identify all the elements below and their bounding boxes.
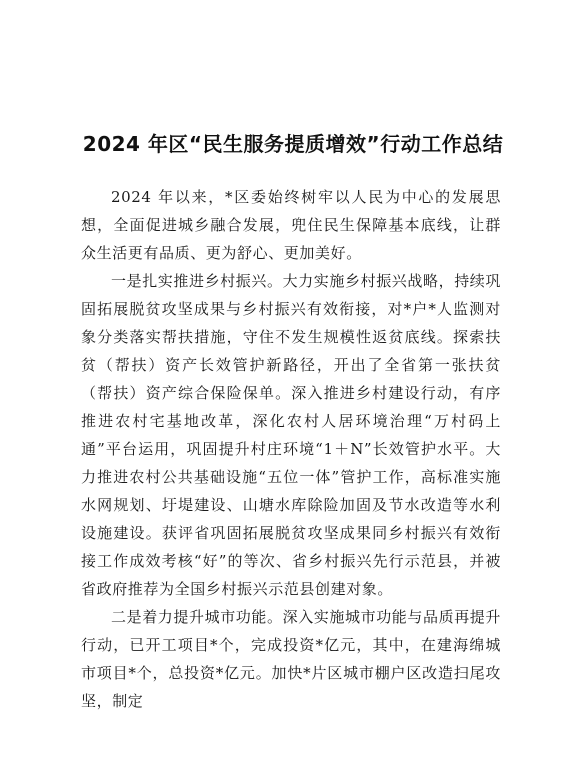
paragraph-intro: 2024 年以来，*区委始终树牢以人民为中心的发展思想，全面促进城乡融合发展，兜住民生保障基本底线，让群众生活更有品质、更为舒心、更加美好。 [81, 188, 501, 262]
document-title: 2024 年区“民生服务提质增效”行动工作总结 [82, 132, 504, 156]
paragraph-rural-revitalization: 一是扎实推进乡村振兴。大力实施乡村振兴战略，持续巩固拓展脱贫攻坚成果与乡村振兴有效衔接，对*户*人监测对象分类落实帮扶措施，守住不发生规模性返贫底线。探索扶贫（帮扶）资产长效管护新路径，开出了全省第一张扶贫（帮扶）资产综合保险保单。深入推进乡村建设行动，有序推进农村宅基地改革，深化农村人居环境治理“万村码上通”平台运用，巩固提升村庄环境“1＋N”长效管护水平。大力推进农村公共基础设施“五位一体”管护工作，高标准实施水网规划、圩堤建设、山塘水库除险加固及节水改造等水利设施建设。获评省巩固拓展脱贫攻坚成果同乡村振兴有效衔接工作成效考核“好”的等次、省乡村振兴先行示范县，并被省政府推荐为全国乡村振兴示范县创建对象。 [81, 272, 502, 598]
document-body [81, 183, 501, 715]
paragraph-city-function: 二是着力提升城市功能。深入实施城市功能与品质再提升行动，已开工项目*个，完成投资*亿元，其中，在建海绵城市项目*个，总投资*亿元。加快*片区城市棚户区改造扫尾攻坚，制定 [81, 608, 502, 710]
